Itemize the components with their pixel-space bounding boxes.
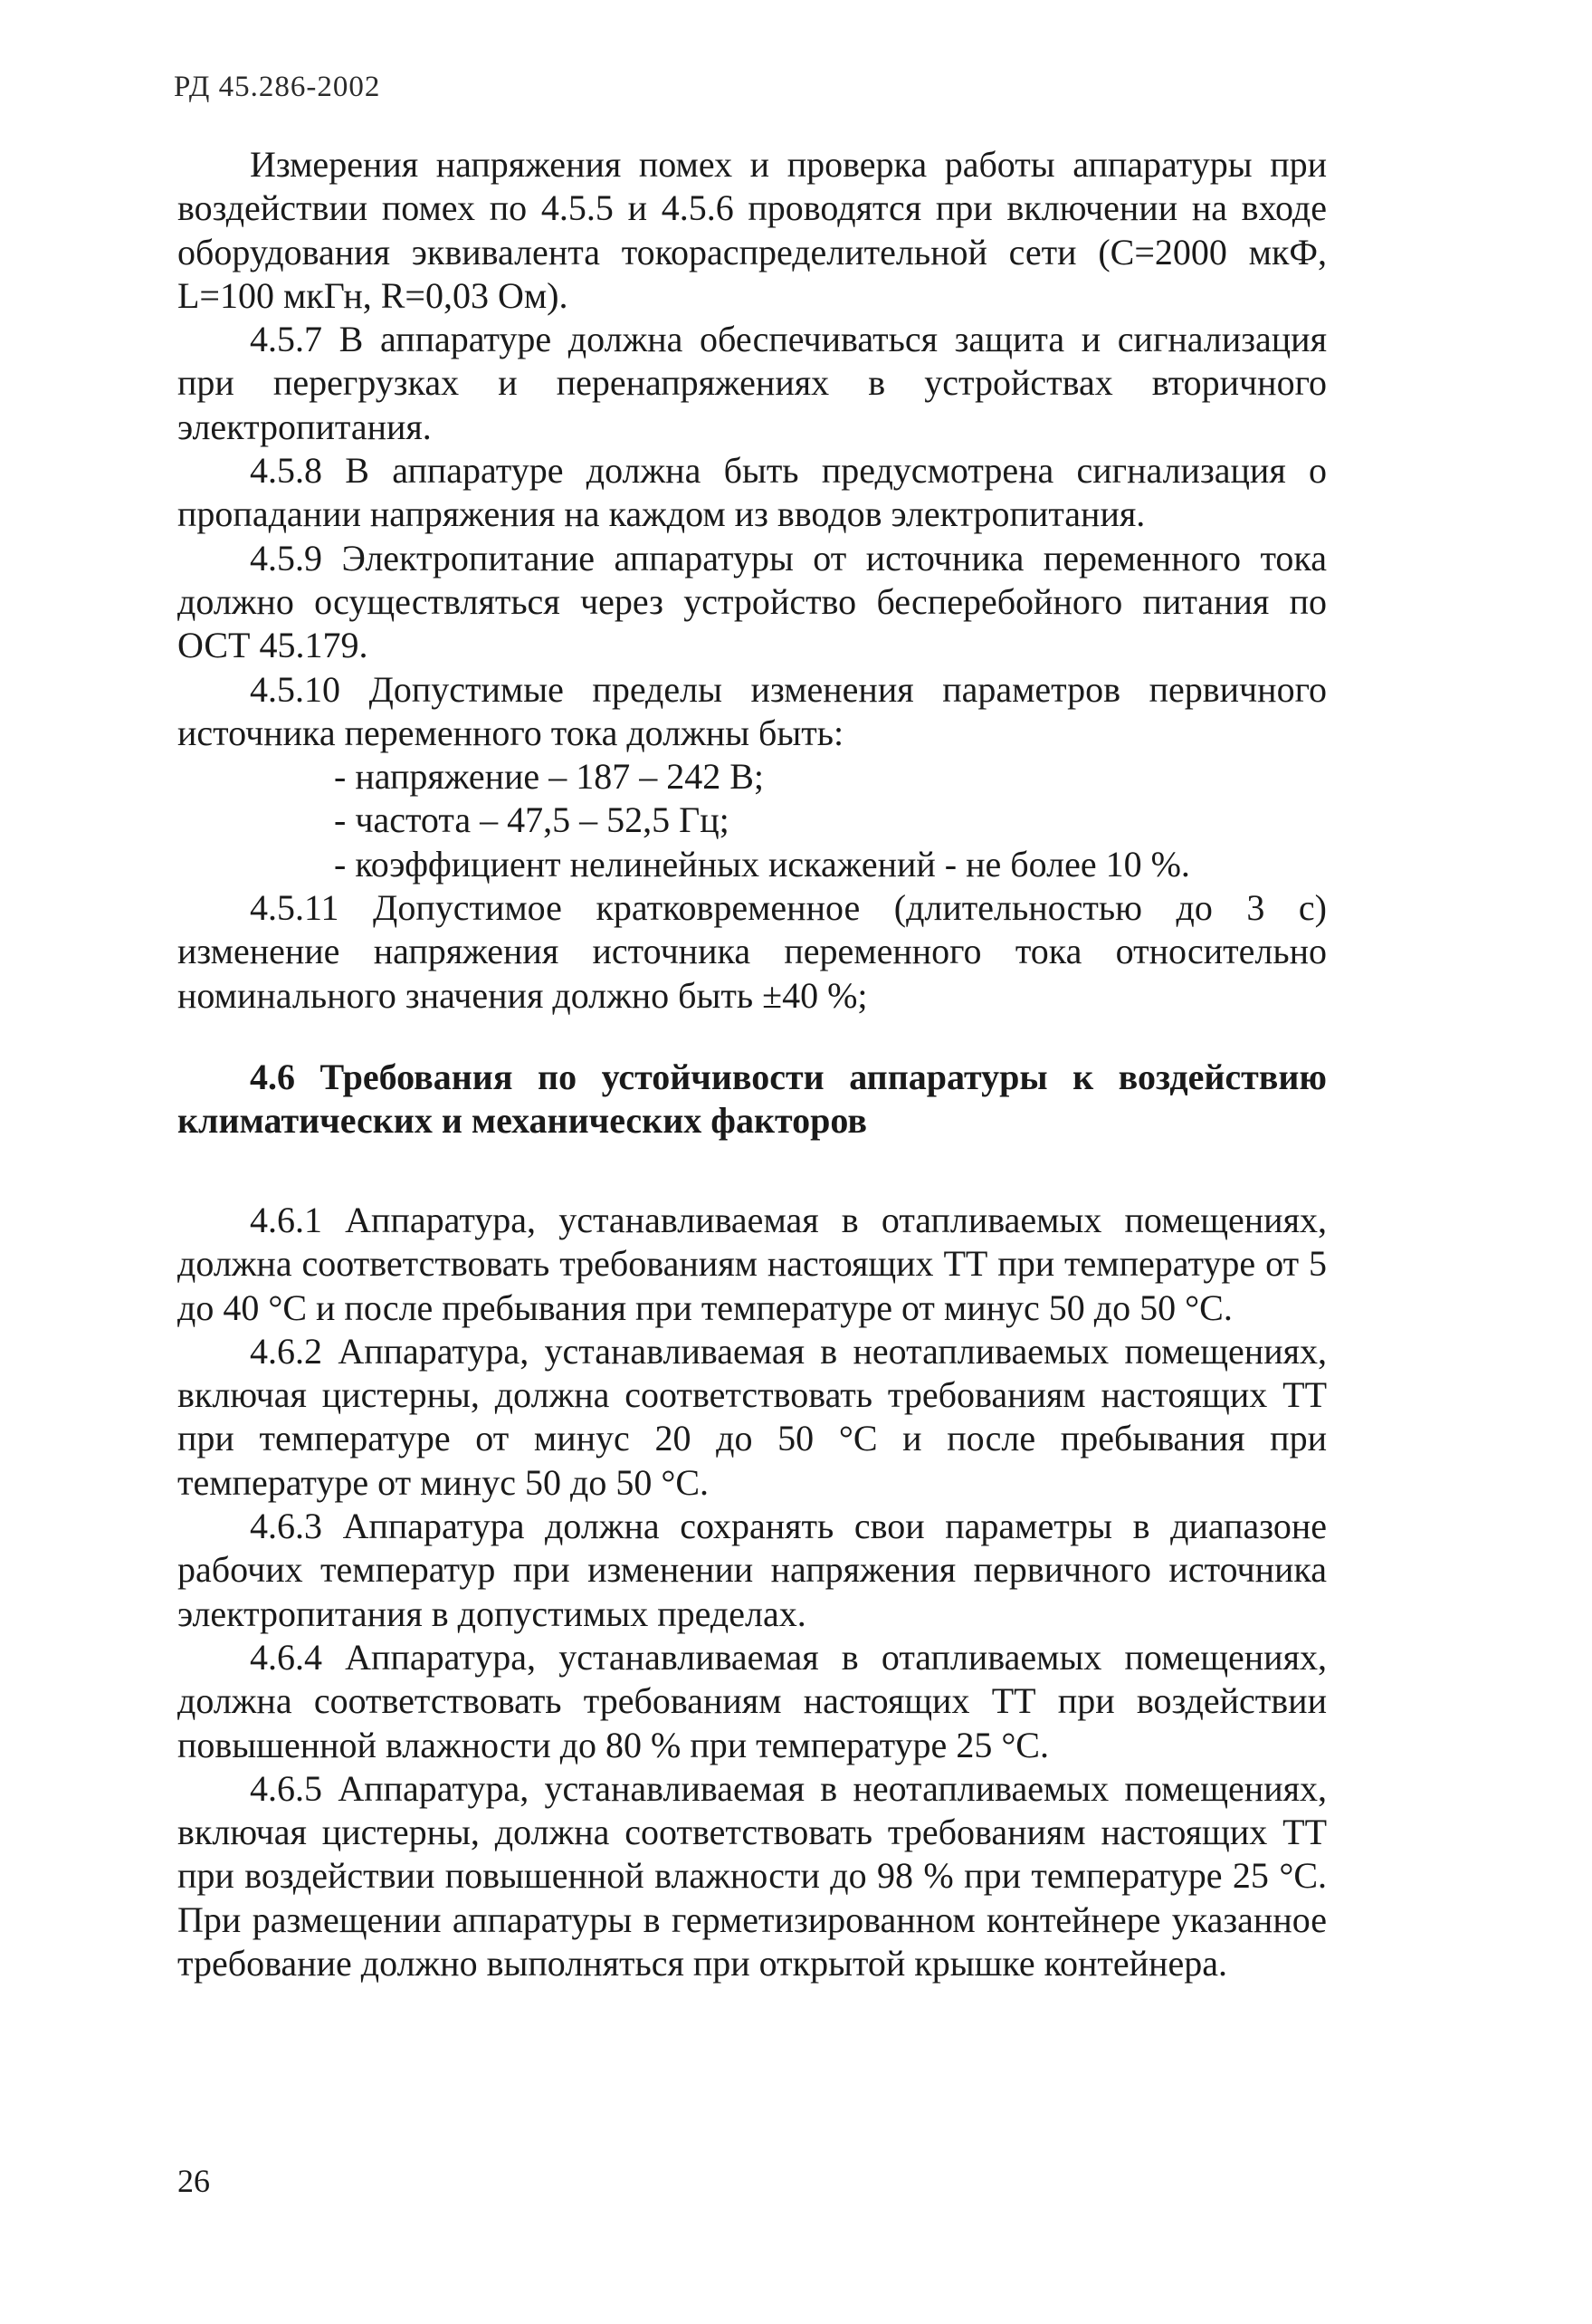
list-item-distortion: - коэффициент нелинейных искажений - не более 10 %. <box>334 843 1190 885</box>
paragraph-4-6-4: 4.6.4 Аппаратура, устанавливаемая в отапливаемых помещениях, должна соответствовать требованиям настоящих ТТ при воздействии повышенной влажности до 80 % при температуре 25 °С. <box>177 1636 1327 1765</box>
paragraph-4-6-2: 4.6.2 Аппаратура, устанавливаемая в неотапливаемых помещениях, включая цистерны, должна соответствовать требованиям настоящих ТТ при температуре от минус 20 до 50 °С и после пребывания при температуре от минус 50 до 50 °С. <box>177 1330 1327 1503</box>
paragraph-4-5-10: 4.5.10 Допустимые пределы изменения параметров первичного источника переменного тока должны быть: <box>177 668 1327 753</box>
paragraph-4-6-1: 4.6.1 Аппаратура, устанавливаемая в отапливаемых помещениях, должна соответствовать требованиям настоящих ТТ при температуре от 5 до 40 °С и после пребывания при температуре от минус 50 до 50 °С. <box>177 1199 1327 1328</box>
list-item-voltage: - напряжение – 187 – 242 В; <box>334 756 764 798</box>
document-code-header: РД 45.286-2002 <box>174 71 381 103</box>
paragraph-4-5-9: 4.5.9 Электропитание аппаратуры от источника переменного тока должно осуществляться через устройство бесперебойного питания по ОСТ 45.179. <box>177 537 1327 666</box>
paragraph-4-6-5: 4.6.5 Аппаратура, устанавливаемая в неотапливаемых помещениях, включая цистерны, должна соответствовать требованиям настоящих ТТ при воздействии повышенной влажности до 98 % при температуре 25 °С. При размещении аппаратуры в герметизированном контейнере указанное требование должно выполняться при открытой крышке контейнера. <box>177 1767 1327 1984</box>
page-number: 26 <box>177 2163 210 2199</box>
page-body <box>177 143 1327 1985</box>
paragraph-4-6-3: 4.6.3 Аппаратура должна сохранять свои параметры в диапазоне рабочих температур при изменении напряжения первичного источника электропитания в допустимых пределах. <box>177 1506 1327 1634</box>
paragraph-4-5-8: 4.5.8 В аппаратуре должна быть предусмотрена сигнализация о пропадании напряжения на каждом из вводов электропитания. <box>177 450 1327 535</box>
paragraph-interference-measurement: Измерения напряжения помех и проверка работы аппаратуры при воздействии помех по 4.5.5 и 4.5.6 проводятся при включении на входе оборудования эквивалента токораспределительной сети (С=2000 мкФ, L=100 мкГн, R=0,03 Ом). <box>177 144 1327 316</box>
list-item-frequency: - частота – 47,5 – 52,5 Гц; <box>334 799 729 841</box>
paragraph-4-5-11: 4.5.11 Допустимое кратковременное (длительностью до 3 с) изменение напряжения источника переменного тока относительно номинального значения должно быть ±40 %; <box>177 887 1327 1016</box>
paragraph-4-5-7: 4.5.7 В аппаратуре должна обеспечиваться защита и сигнализация при перегрузках и перенапряжениях в устройствах вторичного электропитания. <box>177 319 1327 447</box>
section-4-6-title: 4.6 Требования по устойчивости аппаратуры к воздействию климатических и механических факторов <box>177 1056 1327 1141</box>
power-limits-list <box>177 755 1327 886</box>
